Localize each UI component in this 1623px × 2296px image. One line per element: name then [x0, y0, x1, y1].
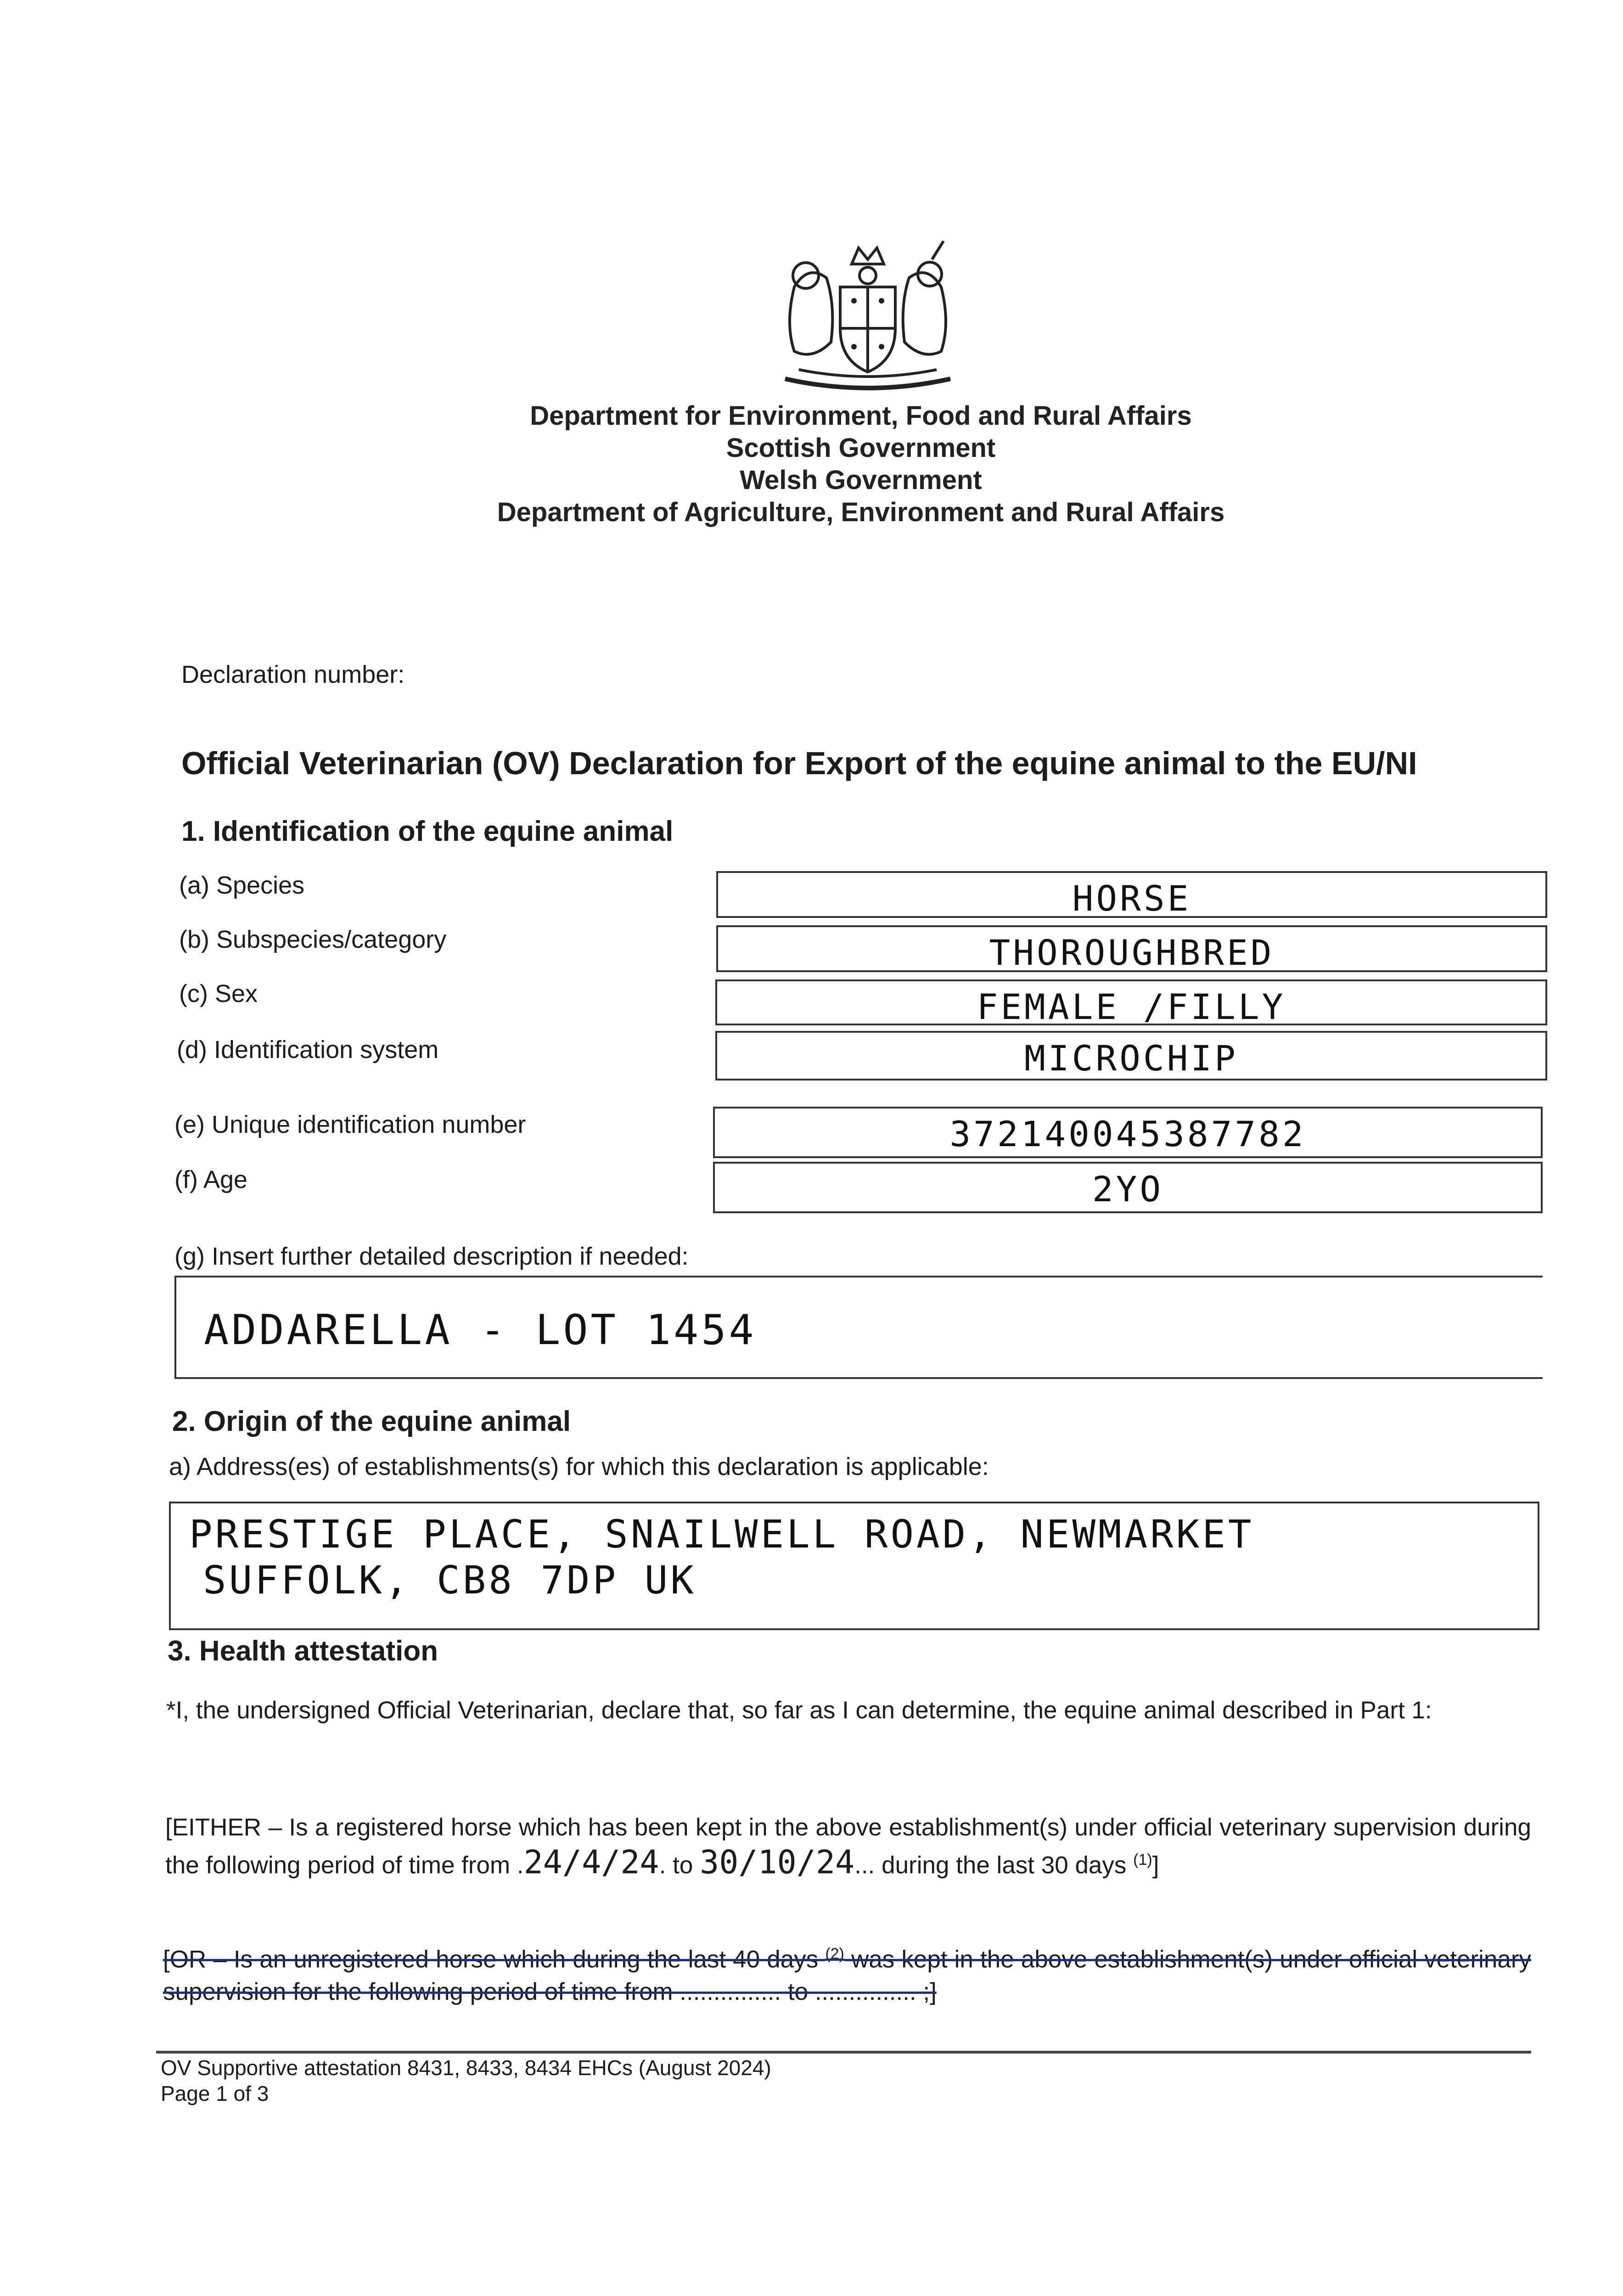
species-label: (a) Species [179, 872, 305, 899]
age-label: (f) Age [174, 1166, 248, 1193]
department-scottish-government: Scottish Government [726, 433, 996, 463]
sex-value: FEMALE /FILLY [977, 986, 1286, 1027]
department-daera: Department of Agriculture, Environment and Rural Affairs [497, 497, 1225, 527]
further-description-field[interactable] [174, 1276, 1543, 1379]
subspecies-value: THOROUGHBRED [989, 932, 1275, 973]
page-title: Official Veterinarian (OV) Declaration for Export of the equine animal to the EU/NI [181, 745, 1417, 781]
declaration-number-label: Declaration number: [181, 661, 405, 688]
either-statement [165, 1812, 1531, 1882]
footer-reference: OV Supportive attestation 8431, 8433, 8434 EHCs (August 2024) [161, 2056, 771, 2080]
identification-system-value: MICROCHIP [1024, 1038, 1238, 1079]
further-description-value: ADDARELLA - LOT 1454 [204, 1306, 757, 1354]
identification-system-label: (d) Identification system [177, 1036, 439, 1064]
footer-divider [156, 2051, 1531, 2054]
or-text-a: [OR – Is an unregistered horse which during the last 40 days [163, 1946, 826, 1973]
sex-field[interactable] [715, 979, 1547, 1025]
health-attestation-intro: *I, the undersigned Official Veterinarian, declare that, so far as I can determine, the equine animal described in Part 1: [166, 1697, 1432, 1724]
address-label: a) Address(es) of establishments(s) for which this declaration is applicable: [169, 1453, 989, 1480]
species-value: HORSE [1072, 878, 1191, 919]
address-line-1: PRESTIGE PLACE, SNAILWELL ROAD, NEWMARKET [189, 1512, 1254, 1557]
royal-coat-of-arms-icon [767, 232, 969, 397]
department-welsh-government: Welsh Government [740, 465, 982, 495]
section-1-heading: 1. Identification of the equine animal [181, 816, 674, 847]
species-field[interactable] [716, 871, 1547, 918]
or-statement-struck [163, 1938, 1531, 2008]
subspecies-label: (b) Subspecies/category [179, 926, 447, 953]
age-value: 2YO [1092, 1169, 1164, 1210]
age-field[interactable] [713, 1162, 1543, 1213]
footnote-2-ref: (2) [825, 1945, 844, 1963]
page-number: Page 1 of 3 [161, 2082, 269, 2105]
identification-system-field[interactable] [715, 1031, 1547, 1080]
unique-id-field[interactable] [713, 1107, 1543, 1158]
either-date-from: 24/4/24 [523, 1843, 659, 1881]
footnote-1-ref: (1) [1133, 1851, 1152, 1868]
address-line-2: SUFFOLK, CB8 7DP UK [203, 1558, 696, 1603]
or-text-b: was kept in the above establishment(s) under official veterinary supervision for the following period of time from ............... to ............... ;] [163, 1946, 1531, 2005]
either-date-to: 30/10/24 [700, 1843, 855, 1881]
address-field[interactable] [169, 1502, 1539, 1630]
footer [161, 2055, 771, 2106]
unique-id-value: 372140045387782 [949, 1114, 1306, 1154]
subspecies-field[interactable] [716, 925, 1547, 972]
section-3-heading: 3. Health attestation [168, 1635, 438, 1667]
further-description-label: (g) Insert further detailed description if needed: [174, 1243, 689, 1270]
sex-label: (c) Sex [179, 980, 258, 1007]
either-text-a: [EITHER – Is a registered horse which has been kept in the above establishment(s) under official veterinary supervision during the following period of time from . [165, 1814, 1531, 1879]
unique-id-label: (e) Unique identification number [174, 1111, 526, 1138]
either-text-end: ] [1152, 1851, 1159, 1879]
either-text-c: ... during the last 30 days [854, 1851, 1134, 1879]
section-2-heading: 2. Origin of the equine animal [172, 1406, 571, 1437]
department-defra: Department for Environment, Food and Rural Affairs [530, 401, 1192, 431]
either-text-b: . to [659, 1851, 700, 1879]
